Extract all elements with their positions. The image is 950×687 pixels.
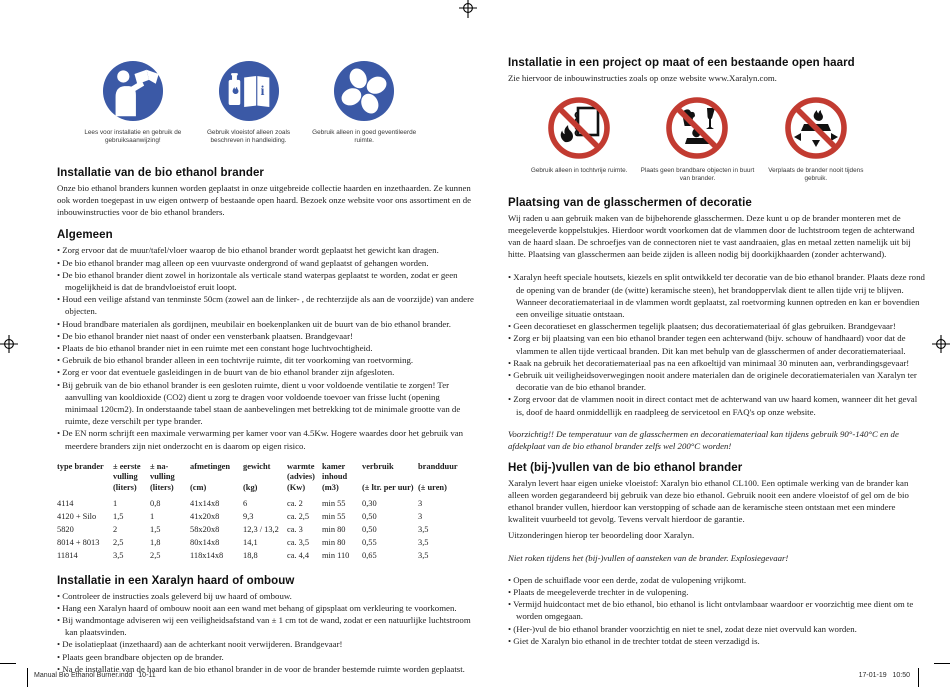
crop-mark xyxy=(0,663,16,664)
bullet-item: • Na de installatie van de haard kan de bio ethanol brander in de voor de brander bestemde ruimte worden geplaatst. xyxy=(57,663,475,675)
bullet-item: • Houd een veilige afstand van tenminste 50cm (zowel aan de linker- , de rechterzijde als aan de voorzijde) van andere objecten. xyxy=(57,293,475,317)
section-title: Installatie in een project op maat of een bestaande open haard xyxy=(508,57,855,69)
icon-block-ventilated-room xyxy=(306,60,422,145)
table-header-cell: warmte (advies) (Kw) xyxy=(287,461,315,493)
table-cell: 11814 xyxy=(57,551,78,561)
table-cell: 80x14x8 xyxy=(190,538,220,548)
no-draft-icon xyxy=(547,96,611,160)
bullet-item: • Controleer de instructies zoals geleverd bij uw haard of ombouw. xyxy=(57,590,475,602)
table-cell: min 55 xyxy=(322,511,346,521)
section-title: Plaatsing van de glasschermen of decoratie xyxy=(508,197,752,210)
bullet-item: • De isolatieplaat (inzethaard) aan de achterkant nooit verwijderen. Brandgevaar! xyxy=(57,638,475,650)
left-page xyxy=(57,0,475,685)
registration-mark-top xyxy=(458,0,478,18)
icon-caption: Gebruik vloeistof alleen zoals beschreven in handleiding. xyxy=(206,129,291,145)
section-glass-screens xyxy=(508,197,926,451)
section-install xyxy=(57,167,475,218)
table-cell: 9,3 xyxy=(243,511,254,521)
section-body-exceptions: Uitzonderingen hierop ter beoordeling door Xaralyn. xyxy=(508,529,695,540)
slug-timestamp: 17-01-19 10:50 xyxy=(858,672,910,679)
table-cell: 1,8 xyxy=(150,538,161,548)
section-refill xyxy=(508,462,926,647)
bullet-item: • Bij wandmontage adviseren wij een veiligheidsafstand van ± 1 cm tot de wand, zodat er een natuurlijke luchtstroom kan plaatsvinden. xyxy=(57,614,475,638)
liquid-and-manual-icon xyxy=(218,60,280,122)
bullet-item: • Plaats geen brandbare objecten op de brander. xyxy=(57,651,475,663)
bullet-item: • Open de schuiflade voor een derde, zodat de vulopening vrijkomt. xyxy=(508,574,926,586)
table-cell: 3,5 xyxy=(113,551,124,561)
bullet-item: • Giet de Xaralyn bio ethanol in de trechter totdat de steen verzadigd is. xyxy=(508,635,926,647)
table-cell: 2,5 xyxy=(113,538,124,548)
table-cell: 3,5 xyxy=(418,538,429,548)
table-cell: 5820 xyxy=(57,525,74,535)
table-row xyxy=(57,497,475,510)
bullet-item: • Zorg ervoor dat de vlammen nooit in direct contact met de achterwand van uw haard komen, wanneer dit het geval is, doof de haard onmiddellijk en raadpleeg de servicetool en FAQ's op onze website. xyxy=(508,393,926,417)
bullet-item: • Zorg ervoor dat de muur/tafel/vloer waarop de bio ethanol brander wordt geplaatst het gewicht kan dragen. xyxy=(57,244,475,256)
read-manual-icon xyxy=(102,60,164,122)
registration-mark-right xyxy=(932,334,950,354)
bullet-item: • Gebruik uit veiligheidsoverwegingen nooit andere materialen dan de originele decoratiematerialen van Xaralyn ter decoratie van de bio ethanol brander. xyxy=(508,369,926,393)
table-cell: 1 xyxy=(113,498,118,508)
bullet-item: • Bij gebruik van de bio ethanol brander is een gesloten ruimte, dient u voor voldoende ventilatie te zorgen! Ter aanvulling van kooldioxide (CO2) dient u zorg te dragen voor voldoende toevoer van frisse lucht (opening minimaal 120cm2). In onderstaande tabel staan de aanbevelingen met betrekking tot de minimale grootte van de ruimte, deze verschilt per type brander. xyxy=(57,379,475,428)
slug-filename: Manual Bio Ethanol Burner.indd 10-11 xyxy=(34,672,156,679)
icon-block-no-flammable-objects xyxy=(638,96,756,183)
bullet-item: • Gebruik de bio ethanol brander alleen in een tochtvrije ruimte, dit ter voorkoming van roetvorming. xyxy=(57,354,475,366)
table-header-cell: gewicht (kg) xyxy=(243,461,271,493)
table-cell: 6 xyxy=(243,498,248,508)
burner-spec-table xyxy=(57,462,475,563)
bullet-item: • Raak na gebruik het decoratiemateriaal pas na een afkoeltijd van minimaal 30 minuten aan, verbrandingsgevaar! xyxy=(508,357,926,369)
table-cell: 41x14x8 xyxy=(190,498,220,508)
bullet-item: • Zorg er bij plaatsing van een bio ethanol brander tegen een achterwand (bijv. schouw of handhaard) voor dat de vlammen te allen tijde verticaal branden. Dit kan met behulp van de glasschermen of ander decoratiemateriaal. xyxy=(508,332,926,356)
general-bullet-list xyxy=(57,244,475,451)
section-body: Zie hiervoor de inbouwinstructies zoals op onze website www.Xaralyn.com. xyxy=(508,73,777,83)
right-page xyxy=(508,0,926,657)
table-cell: min 80 xyxy=(322,525,346,535)
table-header-cell: ± na- vulling (liters) xyxy=(150,461,175,493)
table-cell: 0,8 xyxy=(150,498,161,508)
bullet-item: • De bio ethanol brander mag alleen op een vuurvaste ondergrond of wand geplaatst of gehangen worden. xyxy=(57,257,475,269)
table-cell: 58x20x8 xyxy=(190,525,220,535)
icon-block-no-moving xyxy=(757,96,875,183)
table-cell: ca. 3 xyxy=(287,525,303,535)
table-header-cell: verbruik (± ltr. per uur) xyxy=(362,461,414,493)
icon-caption: Plaats geen brandbare objecten in buurt van brander. xyxy=(640,167,755,183)
icon-caption: Gebruik alleen in tochtvrije ruimte. xyxy=(530,167,628,174)
table-cell: 0,65 xyxy=(362,551,377,561)
section-title: Algemeen xyxy=(57,229,113,242)
table-cell: min 80 xyxy=(322,538,346,548)
table-cell: 3,5 xyxy=(418,551,429,561)
bullet-item: • Plaats de meegeleverde trechter in de vulopening. xyxy=(508,586,926,598)
table-row xyxy=(57,523,475,536)
table-cell: ca. 4,4 xyxy=(287,551,310,561)
icon-caption: Gebruik alleen in goed geventileerde ruimte. xyxy=(312,129,417,145)
table-cell: 18,8 xyxy=(243,551,258,561)
table-cell: 0,50 xyxy=(362,511,377,521)
section-general xyxy=(57,229,475,451)
table-header-cell: brandduur (± uren) xyxy=(418,461,458,493)
table-row xyxy=(57,510,475,523)
icon-caption: Verplaats de brander nooit tijdens gebruik. xyxy=(768,167,864,183)
table-cell: 1,5 xyxy=(150,525,161,535)
icon-block-no-draft xyxy=(520,96,638,183)
crop-mark xyxy=(934,663,950,664)
ventilation-fan-icon xyxy=(333,60,395,122)
bullet-item: • De bio ethanol brander dient zowel in horizontale als verticale stand waterpas geplaatst te worden, zodat er geen mogelijkheid is dat de brandvloeistof eruit loopt. xyxy=(57,269,475,293)
table-cell: 4120 + Silo xyxy=(57,511,97,521)
table-cell: 1 xyxy=(150,511,155,521)
temperature-warning: Voorzichtig!! De temperatuur van de glasschermen en decoratiemateriaal kan tijdens gebruik 90°-140°C en de afdekplaat van de bio ethanol brander zelfs wel 200°C worden! xyxy=(508,428,899,451)
table-cell: min 55 xyxy=(322,498,346,508)
table-cell: 0,30 xyxy=(362,498,377,508)
icon-block-read-manual xyxy=(75,60,191,145)
table-cell: 3 xyxy=(418,511,423,521)
no-smoking-warning: Niet roken tijdens het (bij-)vullen of aansteken van de brander. Explosiegevaar! xyxy=(508,552,789,563)
section-project xyxy=(508,57,926,84)
bullet-item: • De bio ethanol brander niet naast of onder een vensterbank plaatsen. Brandgevaar! xyxy=(57,330,475,342)
bullet-item: • Houd brandbare materialen als gordijnen, meubilair en boekenplanken uit de buurt van de bio ethanol brander. xyxy=(57,318,475,330)
table-cell: 0,55 xyxy=(362,538,377,548)
svg-text:i: i xyxy=(260,82,264,98)
icon-block-use-liquid-per-manual xyxy=(191,60,307,145)
table-row xyxy=(57,536,475,549)
icon-caption: Lees voor installatie en gebruik de gebruiksaanwijzing! xyxy=(84,129,182,145)
table-cell: 41x20x8 xyxy=(190,511,220,521)
table-cell: 1,5 xyxy=(113,511,124,521)
bullet-item: • Xaralyn heeft speciale houtsets, kiezels en split ontwikkeld ter decoratie van de bio ethanol brander. Plaats deze rond de opening van de brander (de (witte) keramische steen), het brandoppervlak dient te allen tijde vrij te blijven. Wanneer decoratiemateriaal in de vlammen wordt geplaatst, zal roetvorming kunnen optreden en kan er bovendien een onveilige situatie ontstaan. xyxy=(508,271,926,320)
bullet-item: • Zorg er voor dat eventuele gasleidingen in de buurt van de bio ethanol brander zijn afgesloten. xyxy=(57,366,475,378)
prohibition-icons-row xyxy=(508,96,926,183)
table-cell: 2,5 xyxy=(150,551,161,561)
bullet-item: • De EN norm schrijft een maximale verwarming per kamer voor van 4.5Kw. Hogere waardes door het gebruik van meerdere branders zijn niet onderzocht en is daarom op eigen risico. xyxy=(57,427,475,451)
xaralyn-bullet-list xyxy=(57,590,475,675)
section-xaralyn-install xyxy=(57,575,475,675)
crop-mark xyxy=(27,668,28,687)
table-row xyxy=(57,549,475,562)
glass-bullet-list xyxy=(508,271,926,417)
table-cell: min 110 xyxy=(322,551,350,561)
table-cell: 118x14x8 xyxy=(190,551,224,561)
section-title: Installatie van de bio ethanol brander xyxy=(57,167,265,180)
crop-mark xyxy=(918,668,919,687)
section-body: Wij raden u aan gebruik maken van de bijbehorende glasschermen. Deze kunt u op de brander monteren met de meegeleverde koppelstukjes. Hierdoor wordt voorkomen dat de vlammen door de luchtstroom tegen de achterwand van de haard slaan. De schroefjes van de connectoren niet te vast aandraaien, glas en metaal zetten namelijk uit bij hitte. Plaatsing van glasschermen aan beide zijden is alleen nodig bij doorkijkhaarden (zonder achterwand). xyxy=(508,213,915,260)
bullet-item: • Hang een Xaralyn haard of ombouw nooit aan een wand met behang of gipsplaat om verkleuring te voorkomen. xyxy=(57,602,475,614)
table-cell: ca. 3,5 xyxy=(287,538,310,548)
table-cell: 8014 + 8013 xyxy=(57,538,100,548)
mandatory-icons-row xyxy=(57,60,475,145)
table-header-cell: ± eerste vulling (liters) xyxy=(113,461,141,493)
table-header-cell: type brander xyxy=(57,461,104,471)
bullet-item: • (Her-)vul de bio ethanol brander voorzichtig en niet te snel, zodat deze niet overvuld kan worden. xyxy=(508,623,926,635)
table-cell: 2 xyxy=(113,525,118,535)
table-cell: 0,50 xyxy=(362,525,377,535)
bullet-item: • Plaats de bio ethanol brander niet in een ruimte met een constant hoge luchtvochtigheid. xyxy=(57,342,475,354)
refill-bullet-list xyxy=(508,574,926,647)
table-cell: ca. 2,5 xyxy=(287,511,310,521)
no-moving-burner-icon xyxy=(784,96,848,160)
no-flammable-objects-icon xyxy=(665,96,729,160)
section-title: Installatie in een Xaralyn haard of ombouw xyxy=(57,574,295,587)
table-cell: 12,3 / 13,2 xyxy=(243,525,279,535)
section-title: Het (bij-)vullen van de bio ethanol brander xyxy=(508,461,743,474)
bullet-item: • Geen decoratieset en glasschermen tegelijk plaatsen; dus decoratiemateriaal óf glas gebruiken. Brandgevaar! xyxy=(508,320,926,332)
table-cell: 3,5 xyxy=(418,525,429,535)
table-cell: 3 xyxy=(418,498,423,508)
table-header-cell: kamer inhoud (m3) xyxy=(322,461,348,493)
table-header-cell: afmetingen (cm) xyxy=(190,461,231,493)
section-body: Xaralyn levert haar eigen unieke vloeistof: Xaralyn bio ethanol CL100. Een optimale werking van de brander kan alleen worden gegarandeerd bij gebruik van deze bio ethanol. Gebruik nooit een andere vloeistof of gel om de bio ethanol brander vullen, hierdoor kan verstopping of schade aan de keramische steen ontstaan met een mindere kwaliteit vuurbeeld tot gevolg. Tevens vervalt hierdoor de garantie. xyxy=(508,477,909,524)
table-cell: 14,1 xyxy=(243,538,258,548)
table-cell: ca. 2 xyxy=(287,498,303,508)
bullet-item: • Vermijd huidcontact met de bio ethanol, bio ethanol is licht ontvlambaar waardoor er voorzichtig mee dient om te worden omgegaan. xyxy=(508,598,926,622)
registration-mark-left xyxy=(0,334,18,354)
table-cell: 4114 xyxy=(57,498,74,508)
section-body: Onze bio ethanol branders kunnen worden geplaatst in onze uitgebreide collectie haarden en inzethaarden. Ze kunnen ook worden toegepast in uw eigen ontwerp of bestaande open haard. Bezoek onze website voor ons assortiment en de inbouwinstructies voor de bio ethanol branders. xyxy=(57,183,472,218)
